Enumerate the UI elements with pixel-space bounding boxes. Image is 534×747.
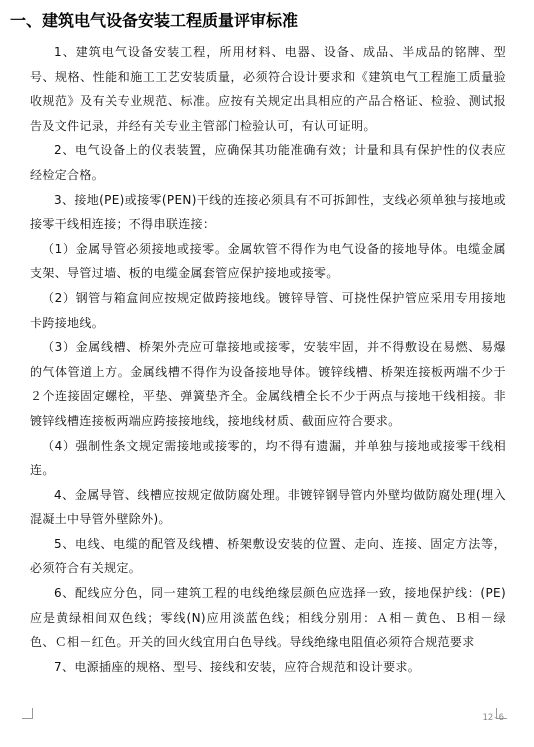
paragraph-4: 4、金属导管、线槽应按规定做防腐处理。非镀锌钢导管内外壁均做防腐处理(埋入混凝土中导管外壁除外)。 (30, 487, 506, 527)
paragraph-5: 5、电线、电缆的配管及线槽、桥架敷设安装的位置、走向、连接、固定方法等，必须符合有关规定。 (30, 536, 506, 576)
paragraph-3-3: （3）金属线槽、桥架外壳应可靠接地或接零，安装牢固，并不得敷设在易燃、易爆的气体管道上方。金属线槽不得作为设备接地导体。镀锌线槽、桥架连接板两端不少于２个连接固定螺栓，平垫、弹簧垫齐全。金属线槽全长不少于两点与接地干线相接。非镀锌线槽连接板两端应跨接接地线，接地线材质、截面应符合要求。 (30, 340, 506, 428)
margin-corner-mark-left (22, 708, 33, 719)
paragraph-3: 3、接地(PE)或接零(PEN)干线的连接必须具有不可拆卸性，支线必须单独与接地或接零干线相连接；不得串联连接： (30, 192, 506, 232)
paragraph-3-2: （2）钢管与箱盒间应按规定做跨接地线。镀锌导管、可挠性保护管应采用专用接地卡跨接地线。 (30, 290, 506, 330)
paragraph-7: 7、电源插座的规格、型号、接线和安装，应符合规范和设计要求。 (54, 659, 421, 674)
paragraph-6: 6、配线应分色，同一建筑工程的电线绝缘层颜色应选择一致，接地保护线：(PE)应是黄绿相间双色线；零线(N)应用淡蓝色线；相线分别用：Ａ相－黄色、Ｂ相－绿色、Ｃ相－红色。开关的回火线宜用白色导线。导线绝缘电阻值必须符合规范要求 (30, 586, 506, 650)
paragraph-1: 1、建筑电气设备安装工程，所用材料、电器、设备、成品、半成品的铭牌、型号、规格、性能和施工工艺安装质量，必须符合设计要求和《建筑电气工程施工质量验收规范》及有关专业规范、标准。应按有关规定出具相应的产品合格证、检验、测试报告及文件记录，并经有关专业主管部门检验认可，有认可证明。 (30, 45, 506, 133)
section-heading: 一、建筑电气设备安装工程质量评审标准 (10, 11, 299, 30)
paragraph-3-1: （1）金属导管必须接地或接零。金属软管不得作为电气设备的接地导体。电缆金属支架、导管过墙、板的电缆金属套管应保护接地或接零。 (30, 241, 506, 281)
paragraph-3-4: （4）强制性条文规定需接地或接零的，均不得有遗漏，并单独与接地或接零干线相连。 (30, 438, 506, 478)
page-number: 12-6 (482, 713, 504, 723)
paragraph-2: 2、电气设备上的仪表装置，应确保其功能准确有效；计量和具有保护性的仪表应经检定合格。 (30, 143, 506, 182)
document-body (30, 40, 506, 679)
